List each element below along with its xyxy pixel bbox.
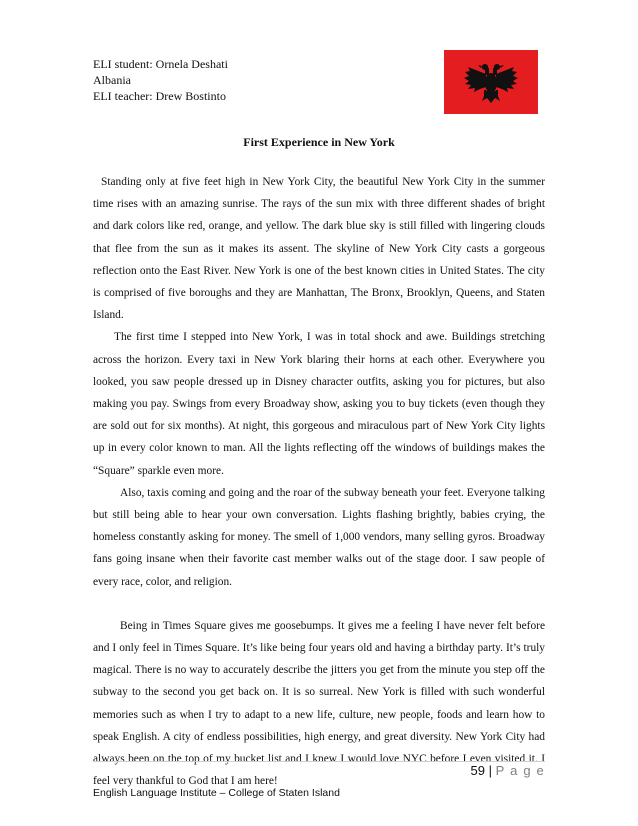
student-info bbox=[93, 56, 228, 104]
double-headed-eagle-icon bbox=[444, 50, 538, 114]
essay-title: First Experience in New York bbox=[243, 135, 395, 149]
paragraph: Being in Times Square gives me goosebumps. It gives me a feeling I have never felt before and I only feel in Times Square. It’s like being four years old and having a birthday party. It’s truly magical. There is no way to accurately describe the jitters you get from the minute you step off the subway to the second you get back on. It is so surreal. New York is filled with such wonderful memories such as when I try to adapt to a new life, culture, new people, foods and learn how to speak English. A city of endless possibilities, high energy, and great diversity. New York City had always been on the top of my bucket list and I knew I would love NYC before I even visited it. I feel very thankful to God that I am here! bbox=[93, 619, 545, 788]
page-number bbox=[471, 763, 545, 779]
footer-institute: English Language Institute – College of Staten Island bbox=[93, 787, 340, 799]
country-line: Albania bbox=[93, 73, 131, 87]
albanian-flag-icon bbox=[444, 50, 538, 114]
footer-divider bbox=[93, 761, 545, 762]
teacher-name-line: ELI teacher: Drew Bostinto bbox=[93, 89, 226, 103]
page-number-value: 59 bbox=[470, 763, 485, 778]
paragraph: Also, taxis coming and going and the roar of the subway beneath your feet. Everyone talking but still being able to hear your own conversation. Lights flashing brightly, babies crying, the homeless constantly asking for money. The smell of 1,000 vendors, many selling gyros. Broadway fans going insane when their favorite cast member walks out of the stage door. I saw people of every race, color, and religion. bbox=[93, 486, 545, 588]
student-name-line: ELI student: Ornela Deshati bbox=[93, 57, 228, 71]
page-label: P a g e bbox=[495, 763, 545, 778]
paragraph: The first time I stepped into New York, I was in total shock and awe. Buildings stretching across the horizon. Every taxi in New York blaring their horns at each other. Everywhere you looked, you saw people dressed up in Disney character outfits, asking you for pictures, but also making you pay. Swings from every Broadway show, asking you to buy tickets (even though they are sold out for six months). At night, this gorgeous and miraculous part of New York City lights up in every color known to man. All the lights reflecting off the windows of buildings makes the “Square” sparkle even more. bbox=[93, 331, 545, 477]
paragraph: Standing only at five feet high in New York City, the beautiful New York City in the summer time rises with an amazing sunrise. The rays of the sun mix with three different shades of bright and dark colors like red, orange, and yellow. The dark blue sky is still filled with lingering clouds that flee from the sun as it makes its assent. The skyline of New York City casts a gorgeous reflection onto the East River. New York is one of the best known cities in United States. The city is comprised of five boroughs and they are Manhattan, The Bronx, Brooklyn, Queens, and Staten Island. bbox=[93, 176, 545, 322]
essay-body bbox=[93, 171, 545, 792]
page-number-separator: | bbox=[488, 763, 492, 778]
